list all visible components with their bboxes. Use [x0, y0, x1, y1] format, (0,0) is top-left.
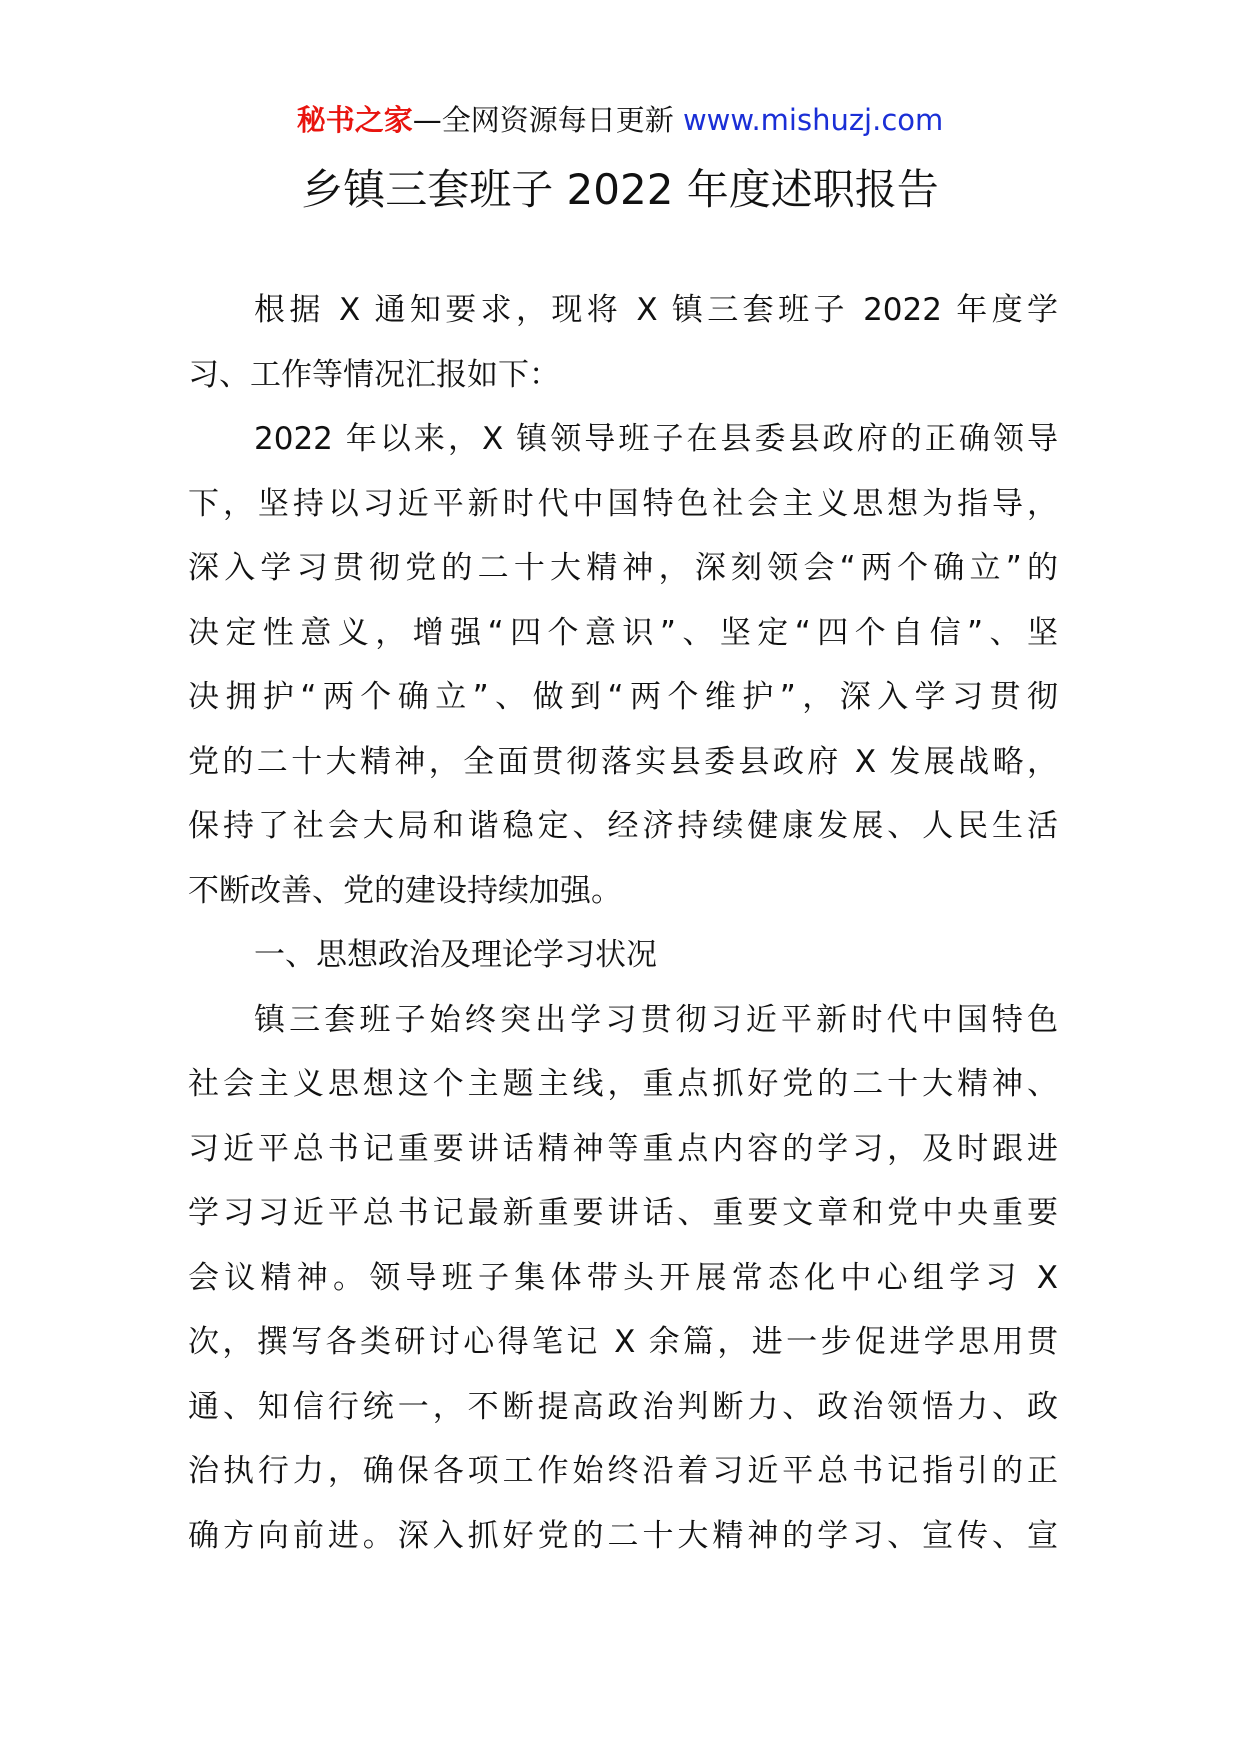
website-link[interactable]: www.mishuzj.com — [682, 103, 944, 137]
paragraph-line: 决定性意义，增强“四个意识”、坚定“四个自信”、坚 — [188, 614, 1058, 651]
paragraph-line: 通、知信行统一，不断提高政治判断力、政治领悟力、政 — [188, 1388, 1058, 1425]
paragraph-line: 习近平总书记重要讲话精神等重点内容的学习，及时跟进 — [188, 1130, 1058, 1167]
paragraph-line: 镇三套班子始终突出学习贯彻习近平新时代中国特色 — [254, 1001, 1058, 1038]
paragraph-line: 保持了社会大局和谐稳定、经济持续健康发展、人民生活 — [188, 808, 1058, 844]
paragraph-line: 根据 X 通知要求，现将 X 镇三套班子 2022 年度学 — [254, 292, 1058, 328]
paragraph-line: 确方向前进。深入抓好党的二十大精神的学习、宣传、宣 — [188, 1517, 1058, 1554]
header-tagline: —全网资源每日更新 — [412, 103, 683, 137]
paragraph-line: 深入学习贯彻党的二十大精神，深刻领会“两个确立”的 — [188, 550, 1058, 586]
paragraph-line: 学习习近平总书记最新重要讲话、重要文章和党中央重要 — [188, 1195, 1058, 1231]
paragraph-line: 次，撰写各类研讨心得笔记 X 余篇，进一步促进学思用贯 — [188, 1324, 1058, 1360]
header-banner — [0, 100, 1240, 140]
section-heading: 一、思想政治及理论学习状况 — [254, 937, 657, 973]
document-body — [188, 290, 1058, 1580]
paragraph-line: 习、工作等情况汇报如下： — [188, 356, 560, 393]
paragraph-line: 决拥护“两个确立”、做到“两个维护”，深入学习贯彻 — [188, 679, 1058, 715]
paragraph-line: 治执行力，确保各项工作始终沿着习近平总书记指引的正 — [188, 1453, 1058, 1489]
brand-name: 秘书之家 — [296, 103, 413, 137]
paragraph-line: 2022 年以来，X 镇领导班子在县委县政府的正确领导 — [254, 421, 1058, 457]
document-title: 乡镇三套班子 2022 年度述职报告 — [301, 165, 939, 214]
paragraph-line: 会议精神。领导班子集体带头开展常态化中心组学习 X — [188, 1259, 1058, 1296]
paragraph-line: 下，坚持以习近平新时代中国特色社会主义思想为指导， — [188, 485, 1058, 522]
paragraph-line: 党的二十大精神，全面贯彻落实县委县政府 X 发展战略， — [188, 743, 1058, 780]
paragraph-line: 社会主义思想这个主题主线，重点抓好党的二十大精神、 — [188, 1066, 1058, 1102]
paragraph-line: 不断改善、党的建设持续加强。 — [188, 872, 622, 909]
